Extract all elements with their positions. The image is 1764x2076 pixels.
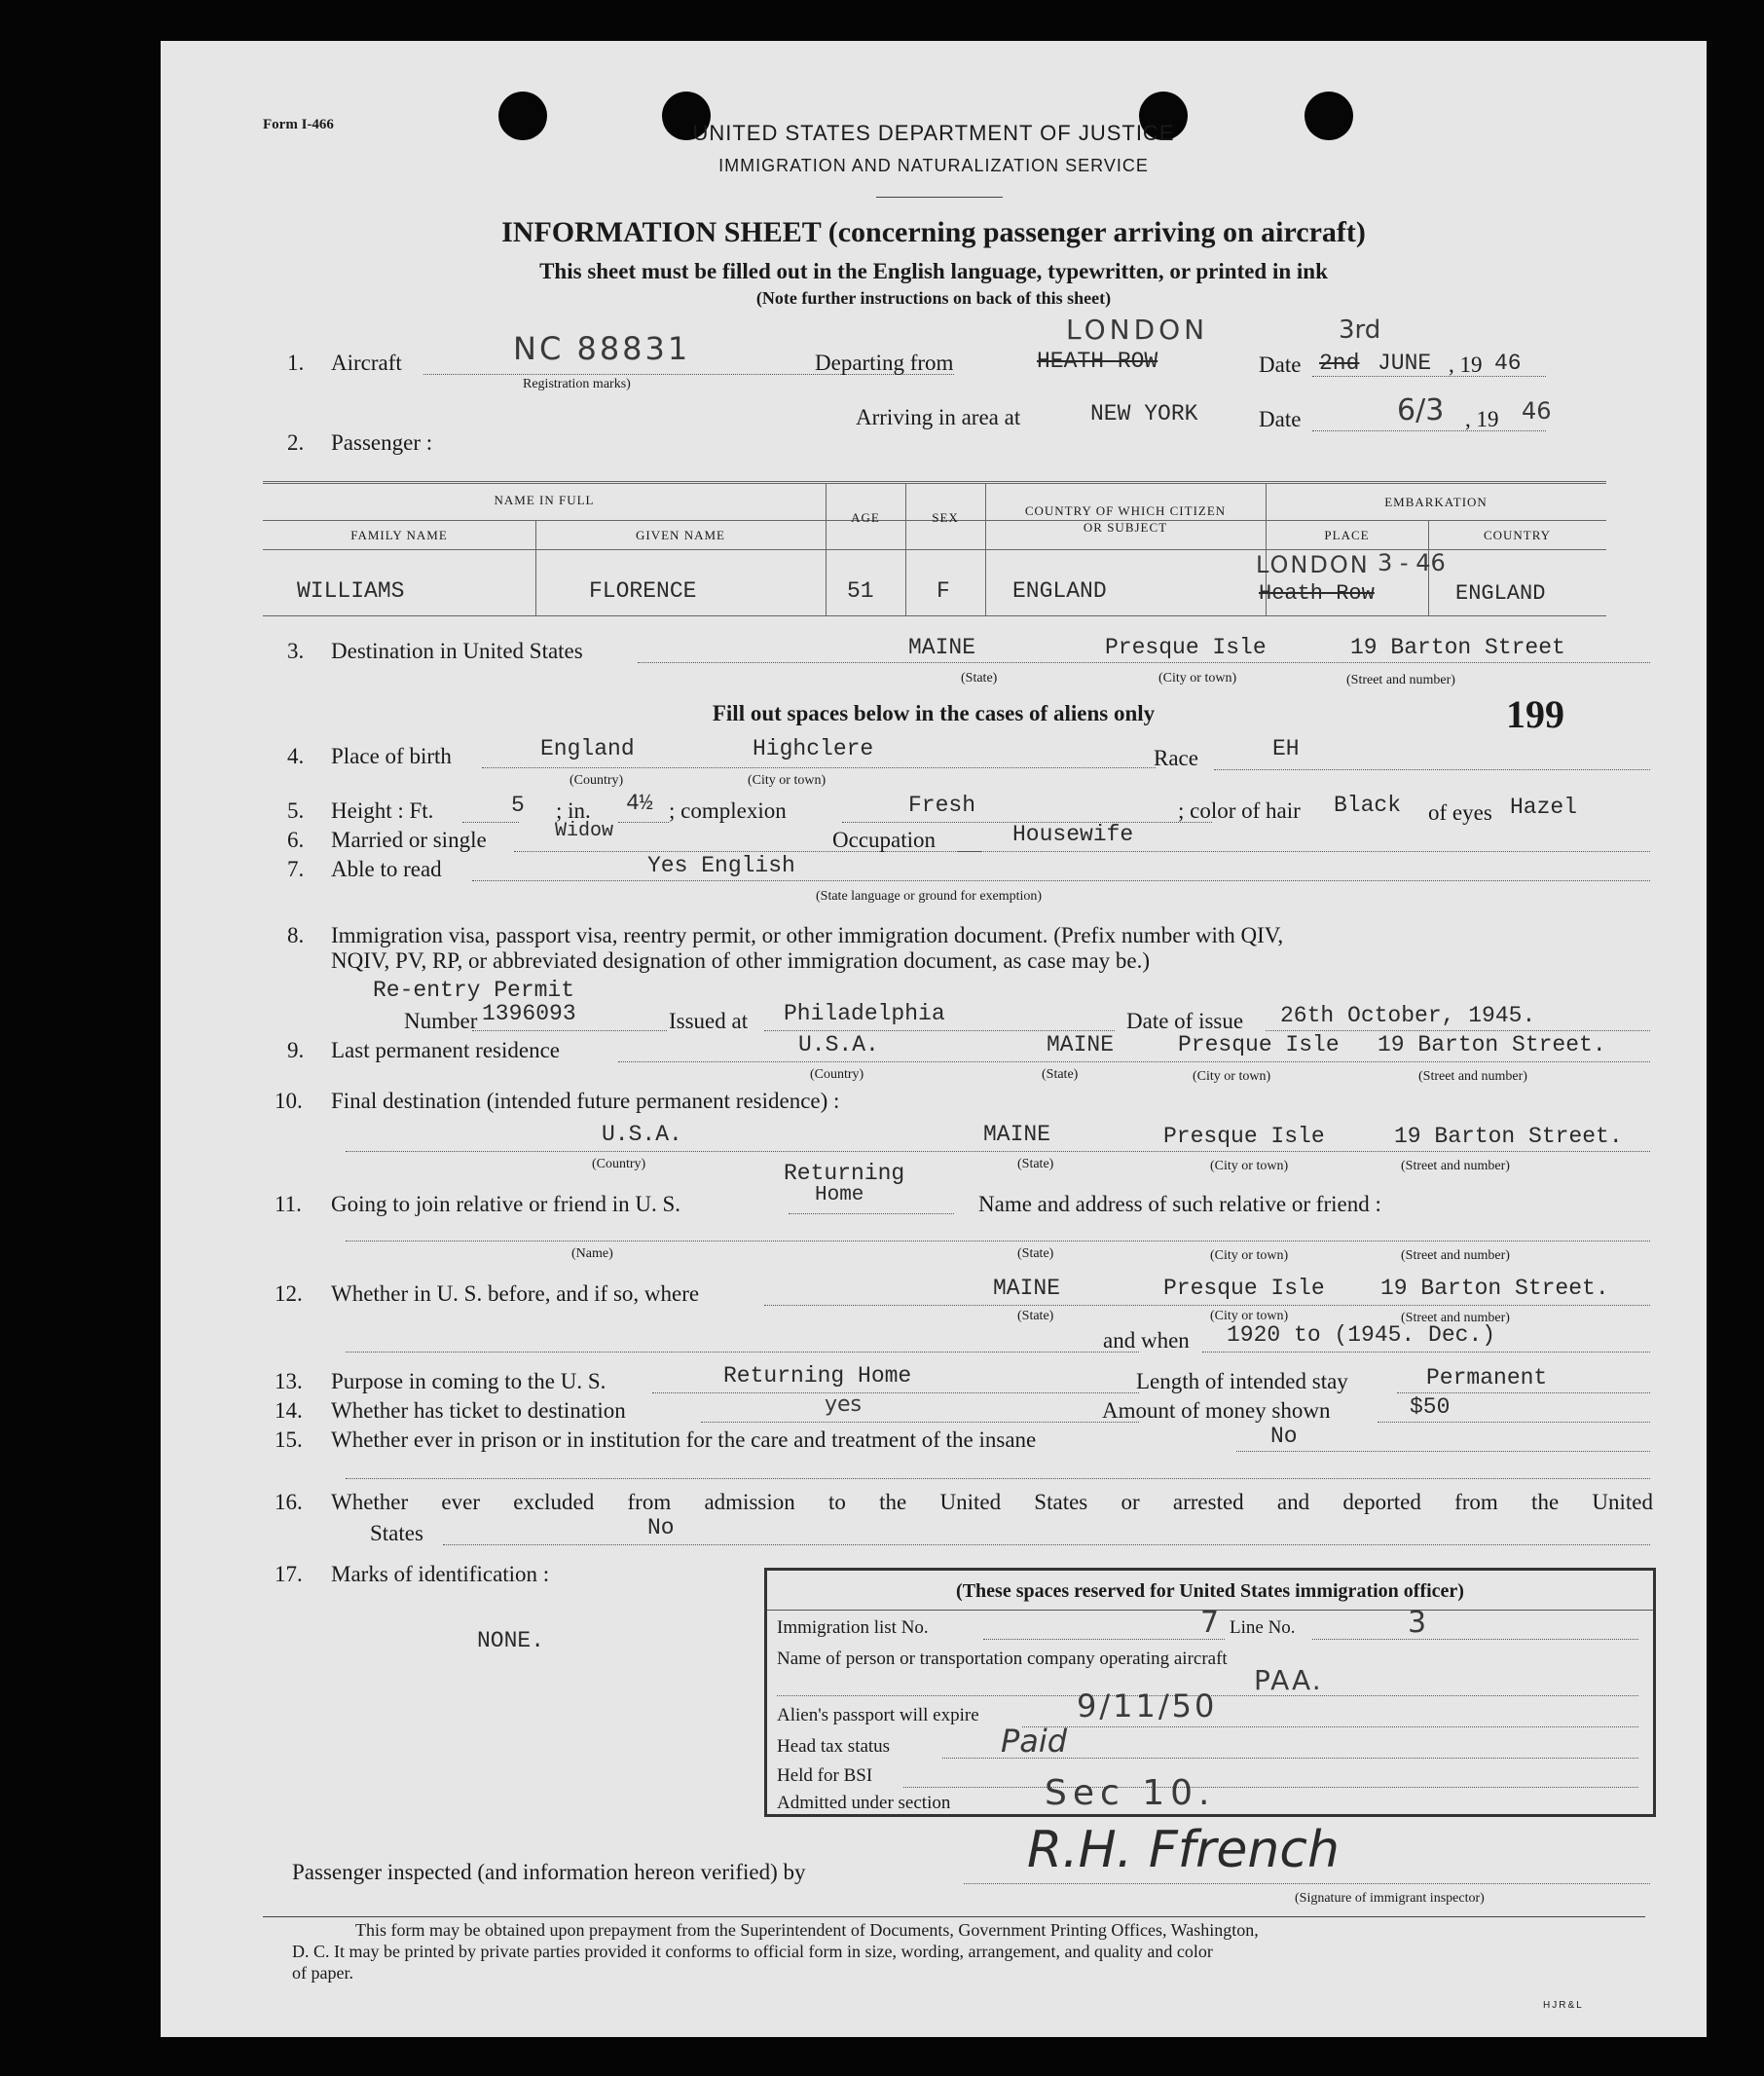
officer-box-heading: (These spaces reserved for United States immigration officer) (956, 1580, 1464, 1602)
caption-name: (Name) (571, 1246, 613, 1261)
item-number: 13. (275, 1369, 303, 1393)
marital-label: Married or single (331, 828, 487, 852)
item-number: 10. (275, 1089, 303, 1113)
item-number: 7. (287, 857, 305, 881)
service-name: IMMIGRATION AND NATURALIZATION SERVICE (718, 156, 1149, 175)
item-number: 8. (287, 923, 305, 947)
item-number: 17. (275, 1562, 303, 1586)
visa-text-line2: NQIV, PV, RP, or abbreviated designation of other immigration document, as case may be.) (331, 948, 1151, 973)
company-label: Name of person or transportation company operating aircraft (777, 1649, 1228, 1669)
last-residence-state: MAINE (1047, 1032, 1115, 1057)
caption-state: (State) (961, 671, 998, 686)
header-sex: SEX (932, 510, 959, 525)
marital-value: Widow (555, 820, 614, 842)
destination-city: Presque Isle (1105, 635, 1267, 660)
admitted-section-label: Admitted under section (777, 1793, 951, 1813)
caption-state: (State) (1017, 1309, 1054, 1323)
previous-us-label: Whether in U. S. before, and if so, where (331, 1281, 700, 1306)
caption-state: (State) (1017, 1157, 1054, 1171)
header-age: AGE (851, 510, 880, 525)
stamp-number: 199 (1506, 692, 1564, 736)
previous-street: 19 Barton Street. (1380, 1276, 1609, 1301)
destination-street: 19 Barton Street (1350, 635, 1565, 660)
when-label: and when (1103, 1328, 1190, 1353)
given-name-value: FLORENCE (589, 578, 697, 604)
caption-country: (Country) (810, 1067, 864, 1082)
final-country: U.S.A. (602, 1122, 682, 1147)
item-number: 1. (287, 351, 305, 375)
registration-caption: Registration marks) (523, 377, 631, 391)
aircraft-value: NC 88831 (513, 330, 691, 367)
caption-city: (City or town) (1210, 1159, 1289, 1173)
list-number-value: 7 (1200, 1606, 1220, 1640)
stay-label: Length of intended stay (1136, 1369, 1348, 1393)
money-label: Amount of money shown (1102, 1398, 1331, 1423)
purpose-label: Purpose in coming to the U. S. (331, 1369, 606, 1393)
page-note: (Note further instructions on back of this sheet) (755, 288, 1112, 308)
caption-state: (State) (1042, 1067, 1079, 1082)
caption-street: (Street and number) (1346, 673, 1455, 687)
complexion-value: Fresh (908, 793, 976, 818)
form-sheet (161, 41, 1707, 2037)
caption-street: (Street and number) (1401, 1248, 1510, 1263)
year-prefix: , 19 (1449, 352, 1483, 377)
caption-state: (State) (1017, 1246, 1054, 1261)
eyes-value: Hazel (1510, 795, 1578, 820)
passport-expire-label: Alien's passport will expire (777, 1705, 979, 1725)
read-caption: (State language or ground for exemption) (816, 889, 1043, 904)
final-destination-label: Final destination (intended future permanent residence) : (331, 1089, 840, 1113)
date2-label: Date (1259, 407, 1302, 431)
excluded-text-line2: States (370, 1521, 423, 1545)
destination-state: MAINE (908, 635, 976, 660)
admitted-section-value: Sec 10. (1045, 1773, 1216, 1813)
caption-city: (City or town) (1210, 1309, 1289, 1323)
date-struck: 2nd (1319, 351, 1360, 376)
departing-handwritten: LONDON (1066, 314, 1209, 346)
last-residence-country: U.S.A. (798, 1032, 879, 1057)
race-value: EH (1272, 736, 1300, 761)
read-label: Able to read (331, 857, 442, 881)
height-ft-label: Height : Ft. (331, 798, 434, 823)
excluded-value: No (647, 1515, 675, 1540)
year2-value: 46 (1522, 397, 1552, 425)
passport-expire-value: 9/11/50 (1077, 1687, 1218, 1724)
height-in-value: 4½ (626, 791, 653, 816)
arriving-value: NEW YORK (1090, 401, 1198, 426)
item-number: 14. (275, 1398, 303, 1423)
line-number-label: Line No. (1230, 1617, 1296, 1638)
final-street: 19 Barton Street. (1394, 1124, 1623, 1149)
purpose-value: Returning Home (723, 1363, 912, 1389)
header-place: PLACE (1324, 528, 1370, 542)
inspector-signature: R.H. Ffrench (1027, 1821, 1340, 1879)
hair-value: Black (1334, 793, 1402, 818)
last-residence-city: Presque Isle (1178, 1032, 1340, 1057)
destination-label: Destination in United States (331, 639, 583, 663)
caption-street: (Street and number) (1401, 1311, 1510, 1325)
marks-label: Marks of identification : (331, 1562, 550, 1586)
item-number: 2. (287, 430, 305, 455)
caption-street: (Street and number) (1401, 1159, 1510, 1173)
relative-name-label: Name and address of such relative or friend : (978, 1192, 1381, 1216)
signature-caption: (Signature of immigrant inspector) (1295, 1891, 1485, 1906)
document-type: Re-entry Permit (373, 978, 575, 1003)
birth-country: England (540, 736, 635, 761)
document-number: 1396093 (482, 1001, 576, 1026)
issued-at-value: Philadelphia (784, 1001, 945, 1026)
header-name-in-full: NAME IN FULL (494, 493, 595, 507)
sex-value: F (937, 578, 950, 604)
height-in-label: ; in. (556, 798, 591, 823)
footer-line2: D. C. It may be printed by private parties provided it conforms to official form in size, wording, arrangement, and quality and color (292, 1942, 1213, 1961)
aliens-heading: Fill out spaces below in the cases of aliens only (712, 701, 1156, 725)
place-date-handwritten: 3 - 46 (1378, 549, 1446, 576)
caption-city: (City or town) (748, 773, 827, 788)
header-given-name: GIVEN NAME (636, 528, 725, 542)
caption-city: (City or town) (1193, 1069, 1271, 1084)
occupation-label: Occupation (832, 828, 937, 852)
money-value: $50 (1410, 1394, 1451, 1420)
when-value: 1920 to (1945. Dec.) (1227, 1322, 1496, 1348)
held-bsi-label: Held for BSI (777, 1765, 873, 1786)
inspected-label: Passenger inspected (and information hereon verified) by (292, 1860, 806, 1884)
arriving-label: Arriving in area at (856, 405, 1021, 429)
departing-label: Departing from (815, 351, 954, 375)
header-country-citizen: COUNTRY OF WHICH CITIZEN (1024, 503, 1227, 518)
issue-date-label: Date of issue (1126, 1009, 1244, 1033)
prison-value: No (1270, 1424, 1298, 1449)
embark-country-value: ENGLAND (1455, 581, 1546, 606)
caption-city: (City or town) (1210, 1248, 1289, 1263)
hair-label: ; color of hair (1178, 798, 1301, 823)
departing-value: HEATH ROW (1037, 349, 1158, 374)
occupation-value: Housewife (1012, 822, 1134, 847)
head-tax-value: Paid (1001, 1723, 1068, 1760)
ticket-value: yes (825, 1392, 863, 1417)
item-number: 12. (275, 1281, 303, 1306)
year2-prefix: , 19 (1465, 407, 1499, 431)
caption-city: (City or town) (1158, 671, 1237, 686)
head-tax-label: Head tax status (777, 1736, 891, 1757)
header-embarkation: EMBARKATION (1384, 495, 1488, 509)
marks-value: NONE. (477, 1628, 545, 1653)
stay-value: Permanent (1426, 1365, 1548, 1390)
header-family-name: FAMILY NAME (350, 528, 448, 542)
date-handwritten: 3rd (1339, 315, 1381, 345)
page-title: INFORMATION SHEET (concerning passenger arriving on aircraft) (501, 216, 1366, 248)
family-name-value: WILLIAMS (297, 578, 405, 604)
place-value: Heath Row (1259, 581, 1375, 606)
eyes-label: of eyes (1428, 800, 1492, 825)
issued-at-label: Issued at (669, 1009, 749, 1033)
department-name: UNITED STATES DEPARTMENT OF JUSTICE (692, 121, 1175, 145)
excluded-text-line1: Whether ever excluded from admission to the United States or arrested and deported from the United (331, 1490, 1653, 1514)
birth-city: Highclere (753, 736, 874, 761)
form-number: Form I-466 (263, 117, 334, 132)
issue-date-value: 26th October, 1945. (1280, 1003, 1536, 1028)
item-number: 16. (275, 1490, 303, 1514)
aircraft-label: Aircraft (331, 351, 402, 375)
footer-line1: This form may be obtained upon prepayment from the Superintendent of Documents, Government Printing Offices, Washington, (355, 1920, 1259, 1940)
company-value: PAA. (1254, 1664, 1323, 1696)
printer-mark: HJR&L (1543, 2000, 1584, 2011)
item-number: 5. (287, 798, 305, 823)
height-ft-value: 5 (511, 793, 525, 818)
final-state: MAINE (983, 1122, 1051, 1147)
join-relative-label: Going to join relative or friend in U. S. (331, 1192, 680, 1216)
previous-city: Presque Isle (1163, 1276, 1325, 1301)
item-number: 3. (287, 639, 305, 663)
year-value: 46 (1494, 351, 1522, 376)
ticket-label: Whether has ticket to destination (331, 1398, 626, 1423)
read-value: Yes English (647, 853, 795, 878)
line-number-value: 3 (1408, 1606, 1427, 1640)
join-value-line1: Returning (784, 1161, 905, 1186)
item-number: 11. (275, 1192, 302, 1216)
birthplace-label: Place of birth (331, 744, 452, 768)
item-number: 9. (287, 1038, 305, 1062)
last-residence-street: 19 Barton Street. (1378, 1032, 1606, 1057)
prison-label: Whether ever in prison or in institution for the care and treatment of the insane (331, 1427, 1037, 1452)
age-value: 51 (847, 578, 874, 604)
footer-line3: of paper. (292, 1963, 353, 1983)
item-number: 6. (287, 828, 305, 852)
last-residence-label: Last permanent residence (331, 1038, 560, 1062)
final-city: Presque Isle (1163, 1124, 1325, 1149)
caption-country: (Country) (592, 1157, 646, 1171)
date-value: JUNE (1378, 351, 1432, 376)
document-number-label: Number (404, 1009, 478, 1033)
complexion-label: ; complexion (669, 798, 787, 823)
join-value-line2: Home (815, 1184, 864, 1206)
caption-street: (Street and number) (1418, 1069, 1527, 1084)
list-number-label: Immigration list No. (777, 1617, 929, 1638)
previous-state: MAINE (993, 1276, 1061, 1301)
item-number: 15. (275, 1427, 303, 1452)
item-number: 4. (287, 744, 305, 768)
header-or-subject: OR SUBJECT (1083, 520, 1168, 535)
date2-value: 6/3 (1397, 393, 1445, 427)
officer-box (764, 1568, 1656, 1817)
date-label: Date (1259, 352, 1302, 377)
race-label: Race (1154, 746, 1198, 770)
citizen-value: ENGLAND (1012, 578, 1107, 604)
caption-country: (Country) (570, 773, 624, 788)
place-handwritten: LONDON (1256, 551, 1370, 578)
visa-text-line1: Immigration visa, passport visa, reentry permit, or other immigration document. (Prefix number with QIV, (331, 923, 1284, 947)
header-country: COUNTRY (1483, 528, 1552, 542)
passenger-label: Passenger : (331, 430, 433, 455)
page-subtitle: This sheet must be filled out in the English language, typewritten, or printed in ink (539, 259, 1328, 283)
